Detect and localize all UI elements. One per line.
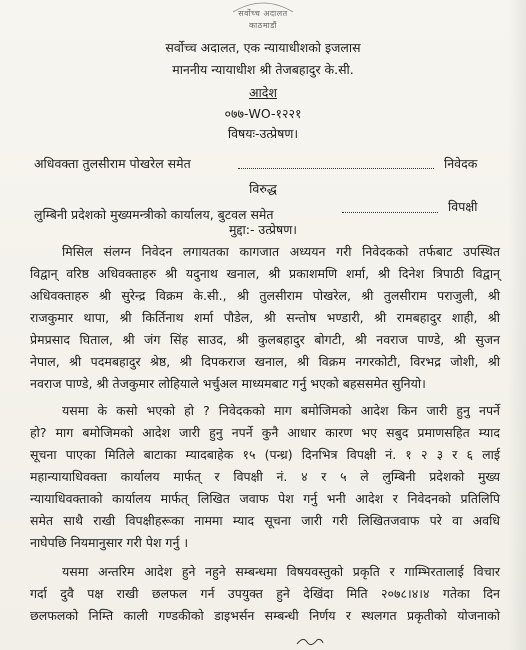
para2-line: नाघेपछि नियमानुसार गरी पेश गर्नु । — [30, 535, 189, 550]
court-seal — [213, 0, 313, 36]
para1-line: विद्वान् वरिष्ठ अधिवक्ताहरु श्री यदुनाथ खनाल, श्री प्रकाशमणि शर्मा, श्री दिनेश त्रिपाठी विद्वान् — [30, 266, 500, 281]
para3-line: गर्दा दुवै पक्ष राखी छलफल गर्न उपयुक्त हुने देखिंदा मिति २०७८।४।४ गतेका दिन — [30, 586, 500, 601]
para2-line: समेत साथै राखी विपक्षीहरूका नाममा म्याद सूचना जारी गरी लिखितजवाफ परे वा अवधि — [30, 513, 500, 528]
para2-line: हो? माग बमोजिमको आदेश जारी हुनु नपर्ने कुनै आधार कारण भए सबुद प्रमाणसहित म्याद — [30, 425, 500, 440]
subject-line: विषयः-उत्प्रेषण। — [227, 126, 299, 141]
petitioner-role: निवेदक — [444, 156, 478, 171]
order-heading-text: आदेश — [249, 85, 277, 100]
respondent-name: लुम्बिनी प्रदेशको मुख्यमन्त्रीको कार्यालय, बुटवल समेत — [34, 207, 274, 222]
para1-line: अधिवक्ताहरु श्री सुरेन्द्र विक्रम के.सी., श्री तुलसीराम पोखरेल, श्री तुलसीराम पराजुली, श्री — [30, 288, 500, 303]
seal-text-bottom: काठमाडौं — [248, 21, 278, 30]
para1-line: राजकुमार थापा, श्री किर्तिनाथ शर्मा पौडेल, श्री सन्तोष भण्डारी, श्री रामबहादुर शाही, श्री — [30, 310, 500, 325]
para3-line: छलफलको निम्ति काली गण्डकीको डाइभर्सन सम्बन्धी निर्णय र स्थलगत प्रकृतीको योजनाको — [30, 608, 500, 623]
para2-line: महान्यायाधिवक्ता कार्यालय मार्फत् र विपक्षी नं. ४ र ५ ले लुम्बिनी प्रदेशको मुख्य — [30, 469, 500, 484]
order-heading — [0, 85, 526, 101]
para1-line: प्रेमप्रसाद घिताल, श्री जंग सिंह साउद, श्री कुलबहादुर बोगटी, श्री नवराज पाण्डे, श्री सुजन — [30, 332, 500, 347]
versus-label: विरुद्ध — [249, 181, 277, 196]
seal-text-top: सर्वोच्च अदालत — [238, 9, 288, 18]
para1-line: नेपाल, श्री पदमबहादुर श्रेष्ठ, श्री दिपकराज खनाल, श्री विक्रम नगरकोटी, विरभद्र जोशी, श्री — [30, 354, 500, 369]
case-number: ०७७-WO-१२२१ — [224, 106, 302, 121]
para2-line: यसमा के कसो भएको हो ? निवेदकको माग बमोजिमको आदेश किन जारी हुनु नपर्ने — [62, 403, 500, 418]
respondent-role: विपक्षी — [448, 199, 478, 214]
case-subject: मुद्दा:- उत्प्रेषण। — [228, 222, 298, 237]
para2-line: सूचना पाएका मितिले बाटाका म्यादबाहेक १५ (पन्ध्र) दिनभित्र विपक्षी नं. १ २ ३ र ६ लाई — [30, 447, 500, 462]
petitioner-name: अधिवक्ता तुलसीराम पोखरेल समेत — [34, 156, 191, 171]
court-bench-line: सर्वोच्च अदालत, एक न्यायाधीशको इजलास — [165, 40, 361, 55]
para1-line: नवराज पाण्डे, श्री तेजकुमार लोहियाले भर्चुअल माध्यमबाट गर्नु भएको बहससमेत सुनियो। — [30, 376, 426, 391]
respondent-dots — [342, 212, 438, 213]
judge-line: माननीय न्यायाधीश श्री तेजबहादुर के.सी. — [172, 62, 354, 77]
para3-line: यसमा अन्तरिम आदेश हुने नहुने सम्बन्धमा विषयवस्तुको प्रकृति र गाम्भिरतालाई विचार — [62, 564, 500, 579]
petitioner-dots — [238, 168, 434, 169]
para1-line: मिसिल संलग्न निवेदन लगायतका कागजात अध्ययन गरी निवेदकको तर्फबाट उपस्थित — [62, 244, 500, 259]
handwritten-initial-icon — [295, 634, 325, 648]
para2-line: न्यायाधिवक्ताको कार्यालय मार्फत् लिखित जवाफ पेश गर्नु भनी आदेश र निवेदनको प्रतिलिपि — [30, 491, 500, 506]
page-edge-shadow — [508, 0, 526, 650]
